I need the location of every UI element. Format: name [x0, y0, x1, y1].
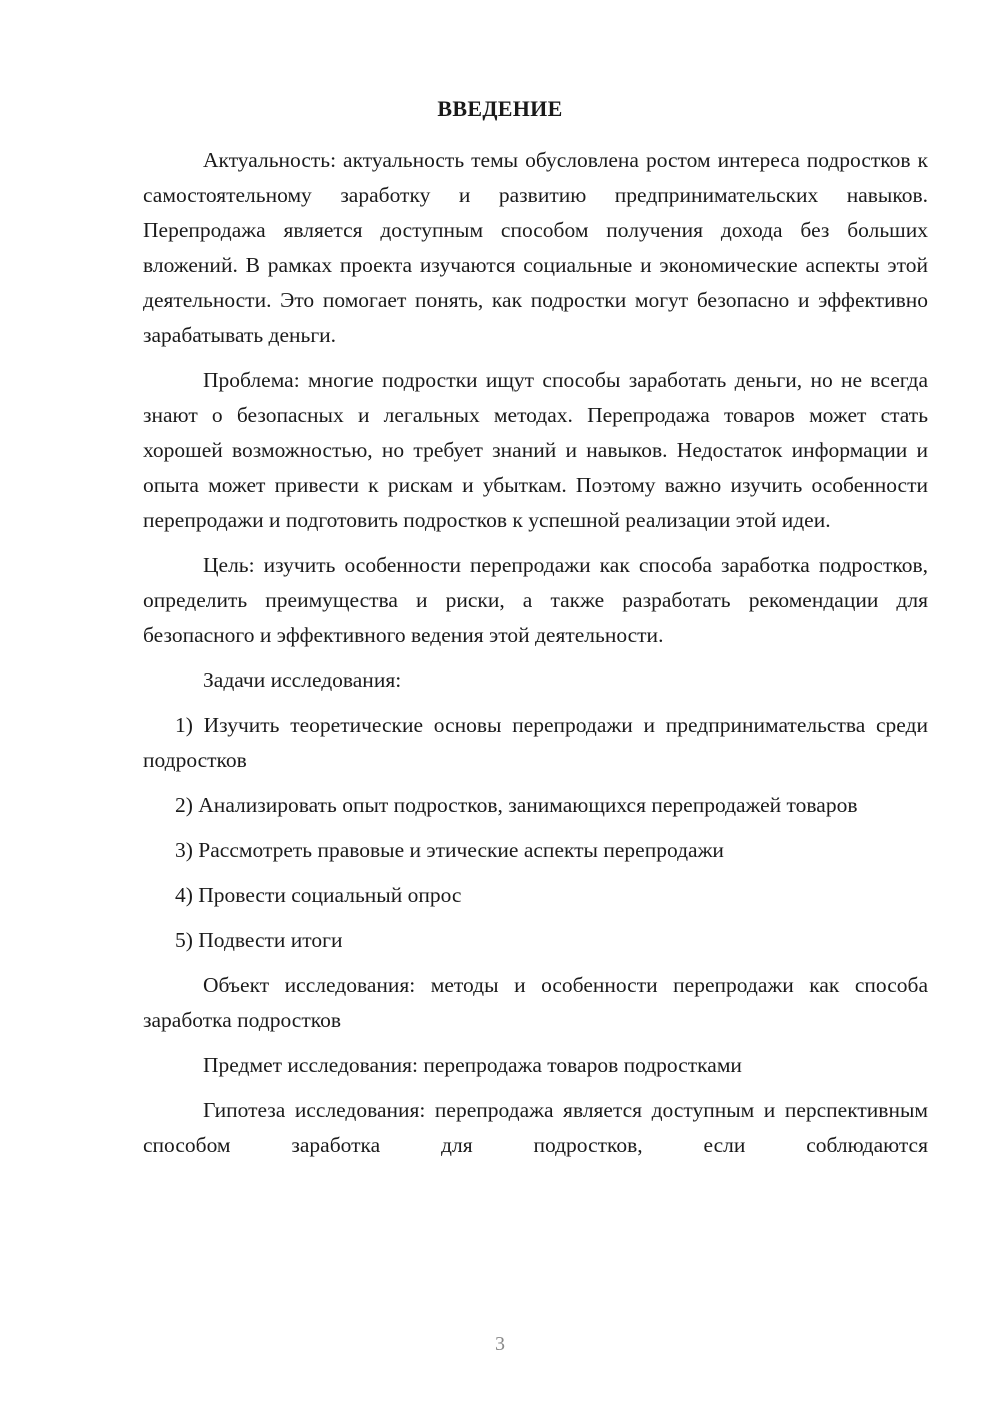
task-item: 4) Провести социальный опрос	[175, 883, 462, 907]
task-item: 2) Анализировать опыт подростков, занимающихся перепродажей товаров	[175, 793, 858, 817]
tasks-heading: Задачи исследования:	[203, 668, 402, 692]
task-item: 3) Рассмотреть правовые и этические аспекты перепродажи	[175, 838, 724, 862]
paragraph-goal: Цель: изучить особенности перепродажи как способа заработка подростков, определить преимущества и риски, а также разработать рекомендации для безопасного и эффективного ведения этой деятельности.	[143, 553, 928, 647]
task-item: 5) Подвести итоги	[175, 928, 343, 952]
page-number: 3	[495, 1333, 505, 1355]
task-item: 1) Изучить теоретические основы перепродажи и предпринимательства среди подростков	[143, 713, 928, 772]
paragraph-subject: Предмет исследования: перепродажа товаров подростками	[203, 1053, 742, 1077]
paragraph-problem: Проблема: многие подростки ищут способы заработать деньги, но не всегда знают о безопасных и легальных методах. Перепродажа товаров может стать хорошей возможностью, но требует знаний и навыков. Недостаток информации и опыта может привести к рискам и убыткам. Поэтому важно изучить особенности перепродажи и подготовить подростков к успешной реализации этой идеи.	[143, 368, 928, 532]
document-body	[143, 143, 928, 1173]
paragraph-hypothesis: Гипотеза исследования: перепродажа является доступным и перспективным способом заработка для подростков, если соблюдаются	[143, 1098, 928, 1157]
paragraph-relevance: Актуальность: актуальность темы обусловлена ростом интереса подростков к самостоятельному заработку и развитию предпринимательских навыков. Перепродажа является доступным способом получения дохода без больших вложений. В рамках проекта изучаются социальные и экономические аспекты этой деятельности. Это помогает понять, как подростки могут безопасно и эффективно зарабатывать деньги.	[143, 148, 928, 347]
paragraph-object: Объект исследования: методы и особенности перепродажи как способа заработка подростков	[143, 973, 928, 1032]
section-title: ВВЕДЕНИЕ	[437, 96, 563, 121]
